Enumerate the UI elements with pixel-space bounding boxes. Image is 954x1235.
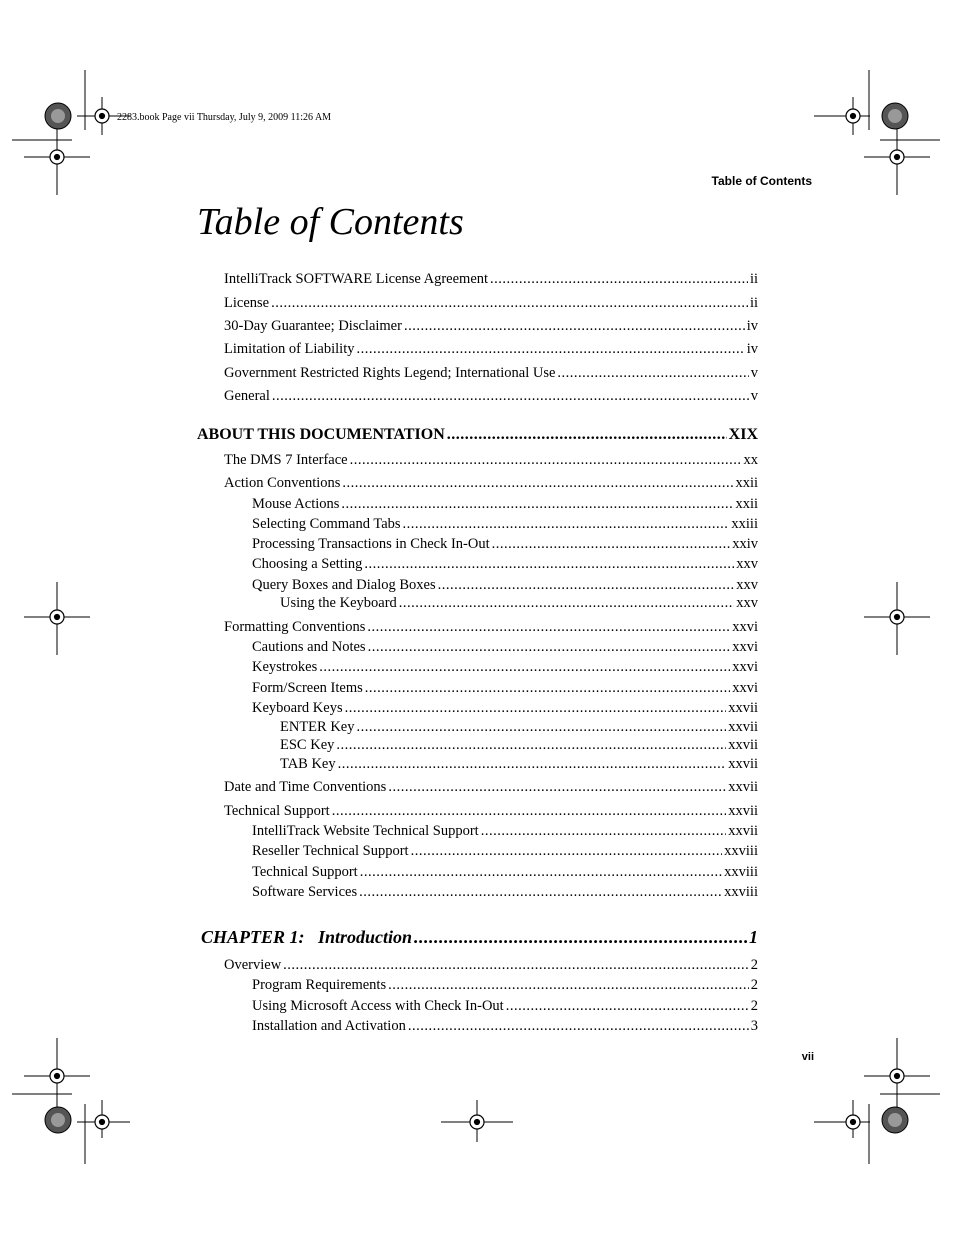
toc-entry[interactable] (224, 802, 758, 820)
toc-entry[interactable] (224, 270, 758, 288)
toc-entry-text: Date and Time Conventions (224, 779, 387, 795)
toc-entry-page: iv (746, 318, 758, 334)
toc-entry-page: xxvi (732, 639, 758, 655)
toc-entry[interactable] (252, 495, 758, 513)
toc-entry-text: Software Services (252, 884, 358, 900)
toc-entry-page: XIX (728, 426, 758, 443)
toc-entry-text: Formatting Conventions (224, 619, 366, 635)
toc-entry-text: TAB Key (280, 756, 336, 772)
toc-entry[interactable] (224, 340, 758, 358)
toc-leader (359, 883, 722, 901)
toc-entry-text: 30-Day Guarantee; Disclaimer (224, 318, 402, 334)
toc-entry-page: 2 (750, 998, 758, 1014)
toc-entry-text: ESC Key (280, 737, 335, 753)
toc-leader (364, 555, 734, 573)
toc-entry-page: xxviii (724, 864, 758, 880)
toc-entry-text: Using Microsoft Access with Check In-Out (252, 998, 504, 1014)
toc-entry-text: General (224, 388, 270, 404)
toc-entry-text: IntelliTrack SOFTWARE License Agreement (224, 271, 489, 287)
toc-entry-page: xxv (736, 556, 758, 572)
toc-leader (490, 270, 748, 288)
toc-leader (411, 842, 723, 860)
toc-entry-page: xxvii (728, 756, 758, 772)
toc-leader (341, 495, 733, 513)
toc-entry-page: xxvii (728, 719, 758, 735)
toc-entry-text: Installation and Activation (252, 1018, 406, 1034)
toc-entry-page: xxv (736, 577, 758, 593)
toc-entry[interactable] (224, 778, 758, 796)
toc-entry-page: xxvii (728, 823, 758, 839)
toc-entry-text: IntelliTrack Website Technical Support (252, 823, 479, 839)
toc-entry[interactable] (252, 842, 758, 860)
toc-entry[interactable] (224, 618, 758, 636)
toc-entry-page: xxvi (732, 680, 758, 696)
toc-entry[interactable] (224, 451, 758, 469)
toc-entry[interactable] (224, 956, 758, 974)
toc-entry-page: xxvii (728, 700, 758, 716)
toc-leader (271, 294, 748, 312)
toc-entry[interactable] (252, 997, 758, 1015)
toc-leader (345, 699, 727, 717)
toc-entry-page: xxv (736, 595, 758, 611)
toc-entry[interactable] (252, 976, 758, 994)
print-info: 2283.book Page vii Thursday, July 9, 2009 11:26 AM (117, 112, 332, 123)
toc-leader (357, 718, 727, 736)
toc-entry-text: Processing Transactions in Check In-Out (252, 536, 490, 552)
toc-leader (332, 802, 726, 820)
toc-entry-text: Choosing a Setting (252, 556, 363, 572)
toc-entry[interactable] (224, 364, 758, 382)
toc-entry-page: xxiv (732, 536, 758, 552)
toc-leader (342, 474, 733, 492)
toc-leader (447, 426, 727, 444)
toc-leader (492, 535, 731, 553)
toc-entry-page: ii (749, 295, 758, 311)
toc-entry[interactable] (252, 515, 758, 533)
toc-entry-page: xxiii (731, 516, 758, 532)
toc-entry[interactable] (252, 658, 758, 676)
toc-leader (404, 317, 745, 335)
page-number: vii (801, 1051, 814, 1063)
toc-entry[interactable] (252, 822, 758, 840)
toc-entry-text: Query Boxes and Dialog Boxes (252, 577, 436, 593)
toc-entry[interactable] (252, 555, 758, 573)
toc-leader (356, 340, 744, 358)
toc-entry-text: Keystrokes (252, 659, 318, 675)
toc-entry-page: xxii (735, 475, 758, 491)
toc-leader (338, 755, 727, 773)
toc-leader (350, 451, 742, 469)
toc-leader (365, 679, 730, 697)
toc-leader (360, 863, 722, 881)
toc-entry-page: ii (749, 271, 758, 287)
toc-entry[interactable] (252, 699, 758, 717)
toc-entry[interactable] (252, 679, 758, 697)
toc-leader (283, 956, 749, 974)
toc-entry[interactable] (280, 736, 758, 754)
toc-entry[interactable] (280, 755, 758, 773)
toc-entry-text: ENTER Key (280, 719, 355, 735)
toc-entry-text: Government Restricted Rights Legend; International Use (224, 365, 556, 381)
toc-entry-text: Reseller Technical Support (252, 843, 409, 859)
toc-entry-page: xx (743, 452, 758, 468)
toc-leader (336, 736, 726, 754)
running-header: Table of Contents (711, 174, 812, 188)
toc-entry-text: Technical Support (224, 803, 330, 819)
toc-leader (438, 576, 735, 594)
toc-leader (388, 976, 749, 994)
toc-entry-page: xxvii (728, 779, 758, 795)
toc-entry-text: ABOUT THIS DOCUMENTATION (197, 426, 445, 443)
toc-entry-page: xxviii (724, 884, 758, 900)
toc-entry-page: 3 (750, 1018, 758, 1034)
toc-entry-text: License (224, 295, 270, 311)
toc-leader (272, 387, 749, 405)
toc-leader (403, 515, 730, 533)
toc-leader (557, 364, 748, 382)
toc-leader (399, 594, 734, 612)
toc-entry-text: Overview (224, 957, 282, 973)
toc-leader (388, 778, 726, 796)
toc-leader (367, 618, 730, 636)
toc-entry[interactable] (224, 387, 758, 405)
toc-entry[interactable] (252, 576, 758, 594)
toc-entry-text: Selecting Command Tabs (252, 516, 401, 532)
toc-entry-text: Program Requirements (252, 977, 387, 993)
toc-entry-text: Form/Screen Items (252, 680, 363, 696)
toc-entry[interactable] (224, 294, 758, 312)
toc-entry[interactable] (252, 883, 758, 901)
toc-entry-page: xxviii (724, 843, 758, 859)
toc-entry[interactable] (280, 594, 758, 612)
toc-leader (319, 658, 730, 676)
toc-leader (408, 1017, 749, 1035)
toc-entry-page: xxvi (732, 659, 758, 675)
toc-entry-page: xxvii (728, 803, 758, 819)
toc-entry[interactable] (280, 718, 758, 736)
toc-entry-text: The DMS 7 Interface (224, 452, 348, 468)
toc-leader (414, 926, 747, 948)
toc-leader (368, 638, 731, 656)
toc-leader (506, 997, 749, 1015)
toc-entry[interactable] (224, 317, 758, 335)
toc-entry-page: 2 (750, 957, 758, 973)
toc-chapter-heading[interactable] (201, 926, 758, 948)
toc-leader (481, 822, 726, 840)
toc-entry-text: Technical Support (252, 864, 358, 880)
toc-entry-page: 2 (750, 977, 758, 993)
toc-entry-text: Cautions and Notes (252, 639, 366, 655)
toc-section-heading[interactable] (197, 426, 758, 444)
toc-entry-page: xxii (735, 496, 758, 512)
toc-entry-page: 1 (749, 927, 758, 947)
toc-entry-text: Limitation of Liability (224, 341, 355, 357)
toc-entry[interactable] (252, 638, 758, 656)
toc-entry-page: v (750, 388, 758, 404)
toc-entry-text: Mouse Actions (252, 496, 340, 512)
toc-entry-text: CHAPTER 1: Introduction (201, 927, 413, 947)
toc-entry-text: Using the Keyboard (280, 595, 397, 611)
toc-entry-page: xxvi (732, 619, 758, 635)
toc-entry-text: Action Conventions (224, 475, 341, 491)
toc-entry[interactable] (224, 474, 758, 492)
page-title: Table of Contents (197, 201, 464, 243)
toc-entry[interactable] (252, 863, 758, 881)
toc-entry[interactable] (252, 535, 758, 553)
toc-entry-page: xxvii (728, 737, 758, 753)
toc-entry-text: Keyboard Keys (252, 700, 343, 716)
toc-entry[interactable] (252, 1017, 758, 1035)
toc-entry-page: iv (746, 341, 758, 357)
toc-entry-page: v (750, 365, 758, 381)
